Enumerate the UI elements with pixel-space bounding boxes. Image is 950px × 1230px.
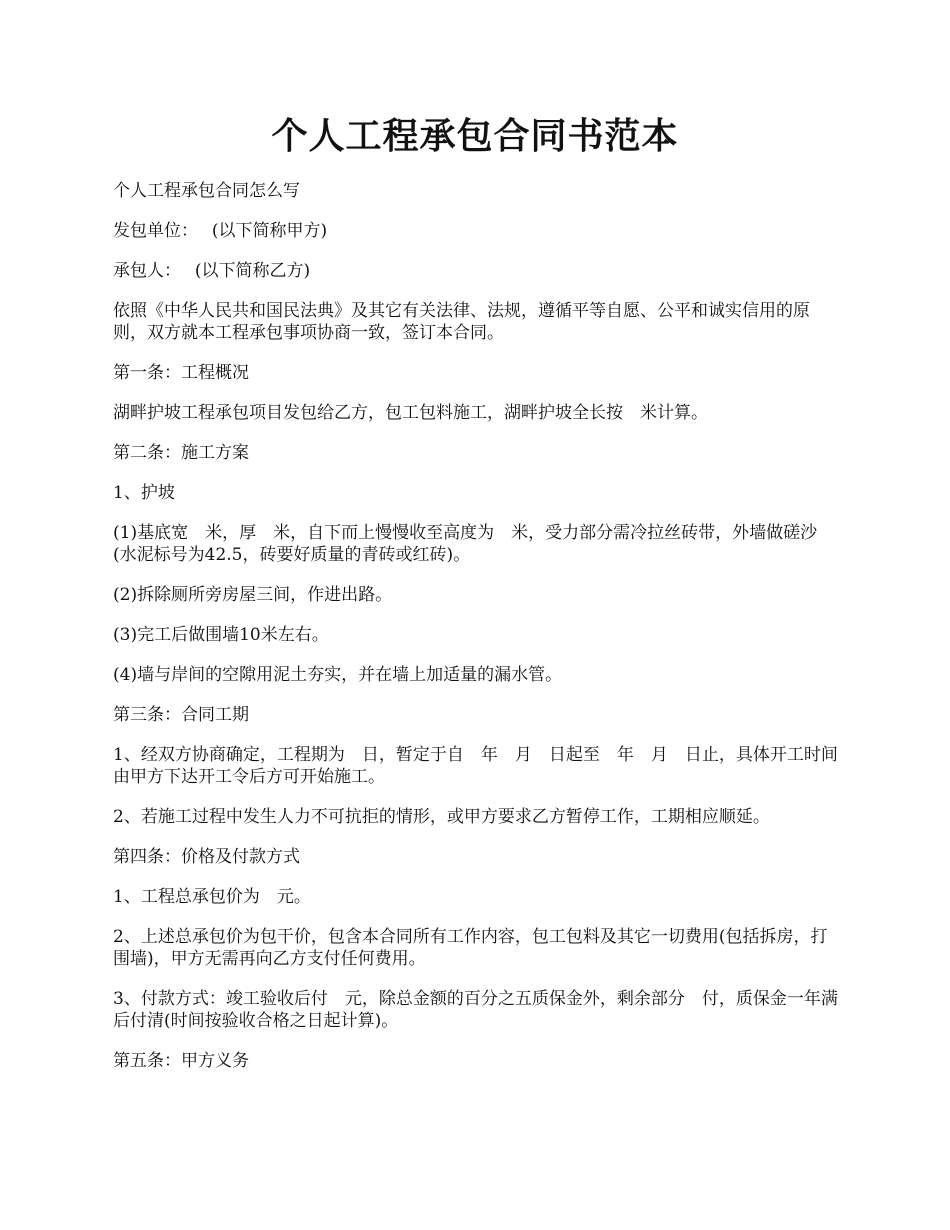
paragraph-intro: 个人工程承包合同怎么写 — [113, 181, 300, 201]
section-heading-3: 第三条：合同工期 — [113, 705, 249, 725]
section-heading-5: 第五条：甲方义务 — [113, 1051, 249, 1071]
list-item-2: (2)拆除厕所旁房屋三间，作进出路。 — [113, 585, 393, 605]
paragraph-project-overview: 湖畔护坡工程承包项目发包给乙方，包工包料施工，湖畔护坡全长按 米计算。 — [113, 403, 708, 423]
paragraph-employer: 发包单位： (以下简称甲方) — [113, 221, 328, 241]
paragraph-price-3: 3、付款方式：竣工验收后付 元，除总金额的百分之五质保金外，剩余部分 付，质保金一年满后付清(时间按验收合格之日起计算)。 — [113, 989, 838, 1031]
document-title: 个人工程承包合同书范本 — [271, 115, 679, 157]
paragraph-contractor: 承包人： (以下简称乙方) — [113, 261, 311, 281]
paragraph-preamble: 依照《中华人民共和国民法典》及其它有关法律、法规，遵循平等自愿、公平和诚实信用的原则，双方就本工程承包事项协商一致，签订本合同。 — [113, 301, 810, 343]
paragraph-schedule-2: 2、若施工过程中发生人力不可抗拒的情形，或甲方要求乙方暂停工作，工期相应顺延。 — [113, 807, 770, 827]
subheading-slope: 1、护坡 — [113, 483, 175, 503]
paragraph-schedule-1: 1、经双方协商确定，工程期为 日，暂定于自 年 月 日起至 年 月 日止，具体开工时间由甲方下达开工令后方可开始施工。 — [113, 745, 838, 787]
section-heading-4: 第四条：价格及付款方式 — [113, 847, 300, 867]
section-heading-2: 第二条：施工方案 — [113, 443, 249, 463]
list-item-4: (4)墙与岸间的空隙用泥土夯实，并在墙上加适量的漏水管。 — [113, 665, 563, 685]
paragraph-price-1: 1、工程总承包价为 元。 — [113, 887, 311, 907]
document-body — [113, 180, 839, 1090]
section-heading-1: 第一条：工程概况 — [113, 363, 249, 383]
list-item-1: (1)基底宽 米，厚 米，自下而上慢慢收至高度为 米，受力部分需冷拉丝砖带，外墙做磋沙(水泥标号为42.5，砖要好质量的青砖或红砖)。 — [113, 523, 818, 565]
paragraph-price-2: 2、上述总承包价为包干价，包含本合同所有工作内容，包工包料及其它一切费用(包括拆房，打围墙)，甲方无需再向乙方支付任何费用。 — [113, 927, 828, 969]
list-item-3: (3)完工后做围墙10米左右。 — [113, 625, 329, 645]
